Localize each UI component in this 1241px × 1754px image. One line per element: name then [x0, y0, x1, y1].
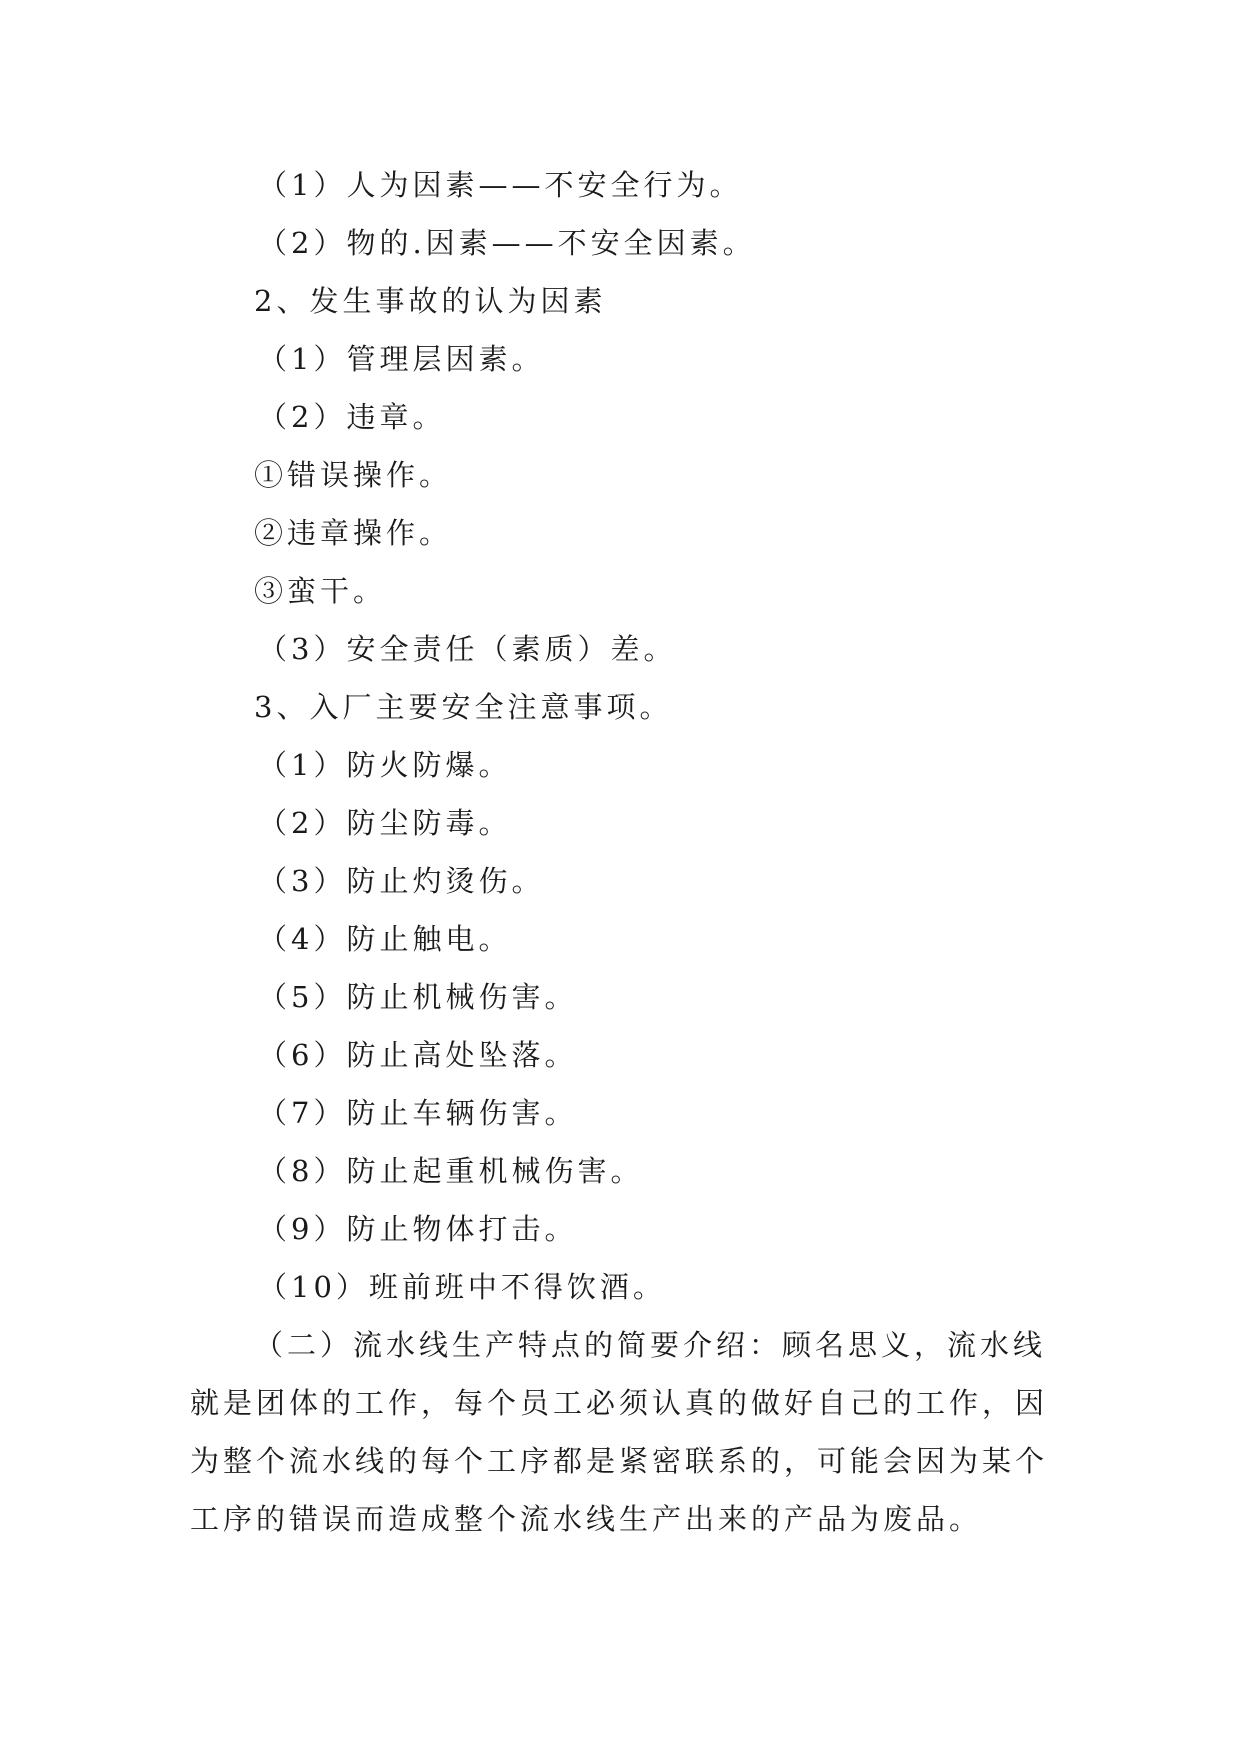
text-line-5: ①错误操作。	[254, 458, 453, 492]
text-line-16: （8）防止起重机械伤害。	[258, 1154, 644, 1188]
paragraph-line-2: 就是团体的工作，每个员工必须认真的做好自己的工作，因	[190, 1386, 1049, 1420]
text-line-12: （4）防止触电。	[258, 922, 512, 956]
text-line-1: （1）人为因素——不安全行为。	[258, 168, 743, 202]
text-line-10: （2）防尘防毒。	[258, 806, 512, 840]
text-line-2: （2）物的.因素——不安全因素。	[258, 226, 756, 260]
text-line-7: ③蛮干。	[254, 574, 387, 608]
text-line-8: （3）安全责任（素质）差。	[258, 632, 677, 666]
section-heading-3: 3、入厂主要安全注意事项。	[254, 690, 673, 724]
text-line-6: ②违章操作。	[254, 516, 453, 550]
text-line-15: （7）防止车辆伤害。	[258, 1096, 578, 1130]
paragraph-line-4: 工序的错误而造成整个流水线生产出来的产品为废品。	[190, 1502, 983, 1536]
text-line-11: （3）防止灼烫伤。	[258, 864, 545, 898]
text-line-18: （10）班前班中不得饮酒。	[258, 1270, 666, 1304]
paragraph-line-3: 为整个流水线的每个工序都是紧密联系的，可能会因为某个	[190, 1444, 1049, 1478]
text-line-3: （1）管理层因素。	[258, 342, 545, 376]
text-line-17: （9）防止物体打击。	[258, 1212, 578, 1246]
text-line-13: （5）防止机械伤害。	[258, 980, 578, 1014]
text-line-4: （2）违章。	[258, 400, 446, 434]
text-line-9: （1）防火防爆。	[258, 748, 512, 782]
paragraph-line-1: （二）流水线生产特点的简要介绍：顾名思义，流水线	[254, 1328, 1047, 1362]
section-heading-2: 2、发生事故的认为因素	[254, 284, 607, 318]
text-line-14: （6）防止高处坠落。	[258, 1038, 578, 1072]
